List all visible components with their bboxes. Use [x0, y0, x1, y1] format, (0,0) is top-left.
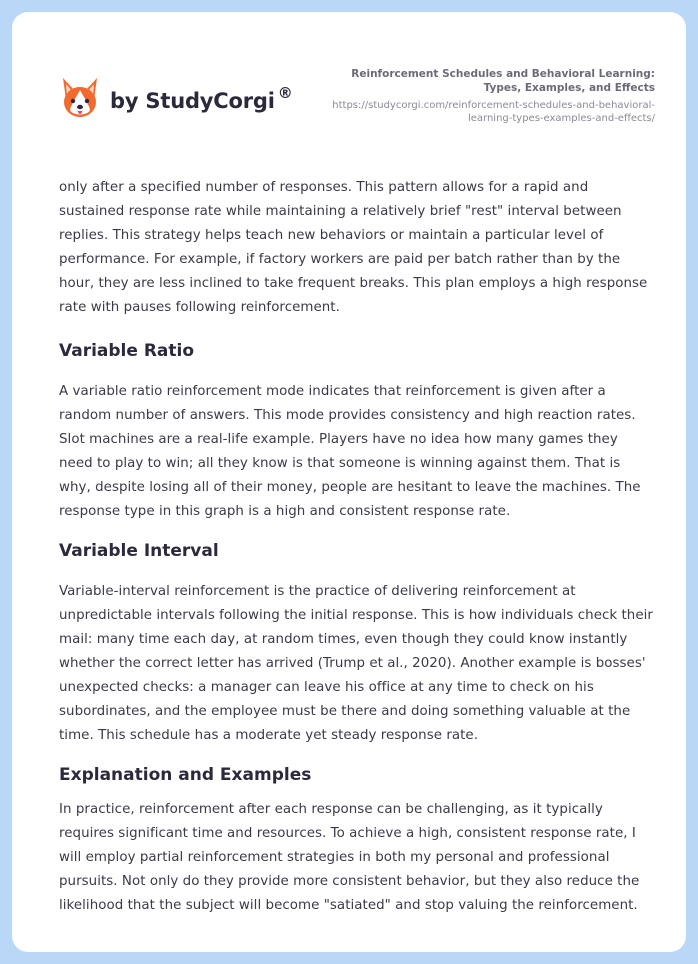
- section-heading-variable-interval: Variable Interval: [59, 541, 219, 561]
- document-url[interactable]: https://studycorgi.com/reinforcement-schedules-and-behavioral-learning-types-examples-and-effects/: [332, 100, 655, 124]
- corgi-logo-icon: [60, 76, 100, 122]
- document-meta: [315, 67, 655, 125]
- document-body: [59, 176, 653, 918]
- page-header: [12, 12, 686, 162]
- document-page: [12, 12, 686, 952]
- section-heading-explanation-and-examples: Explanation and Examples: [59, 765, 312, 785]
- section-paragraph-variable-interval: Variable-interval reinforcement is the practice of delivering reinforcement at unpredictable intervals following the initial response. This is how individuals check their mail: many time each day, at random times, even though they could know instantly whether the correct letter has arrived (Trump et al., 2020). Another example is bosses' unexpected checks: a manager can leave his office at any time to check on his subordinates, and the employee must be there and doing something valuable at the time. This schedule has a moderate yet steady response rate.: [59, 584, 653, 743]
- brand-name: by StudyCorgi ®: [110, 84, 293, 113]
- section-paragraph-variable-ratio: A variable ratio reinforcement mode indicates that reinforcement is given after a random number of answers. This mode provides consistency and high reaction rates. Slot machines are a real-life example. Players have no idea how many games they need to play to win; all they know is that someone is winning against them. That is why, despite losing all of their money, people are hesitant to leave the machines. The response type in this graph is a high and consistent response rate.: [59, 384, 641, 519]
- section-heading-variable-ratio: Variable Ratio: [59, 341, 195, 361]
- document-title: Reinforcement Schedules and Behavioral Learning: Types, Examples, and Effects: [351, 68, 655, 94]
- studycorgi-logo[interactable]: [60, 76, 293, 122]
- registered-mark: ®: [277, 84, 293, 102]
- section-paragraph-explanation-and-examples: In practice, reinforcement after each response can be challenging, as it typically requires significant time and resources. To achieve a high, consistent response rate, I will employ partial reinforcement strategies in both my personal and professional pursuits. Not only do they provide more consistent behavior, but they also reduce the likelihood that the subject will become "satiated" and stop valuing the reinforcement.: [59, 802, 640, 913]
- intro-paragraph: only after a specified number of responses. This pattern allows for a rapid and sustained response rate while maintaining a relatively brief "rest" interval between replies. This strategy helps teach new behaviors or maintain a particular level of performance. For example, if factory workers are paid per batch rather than by the hour, they are less inclined to take frequent breaks. This plan employs a high response rate with pauses following reinforcement.: [59, 180, 648, 315]
